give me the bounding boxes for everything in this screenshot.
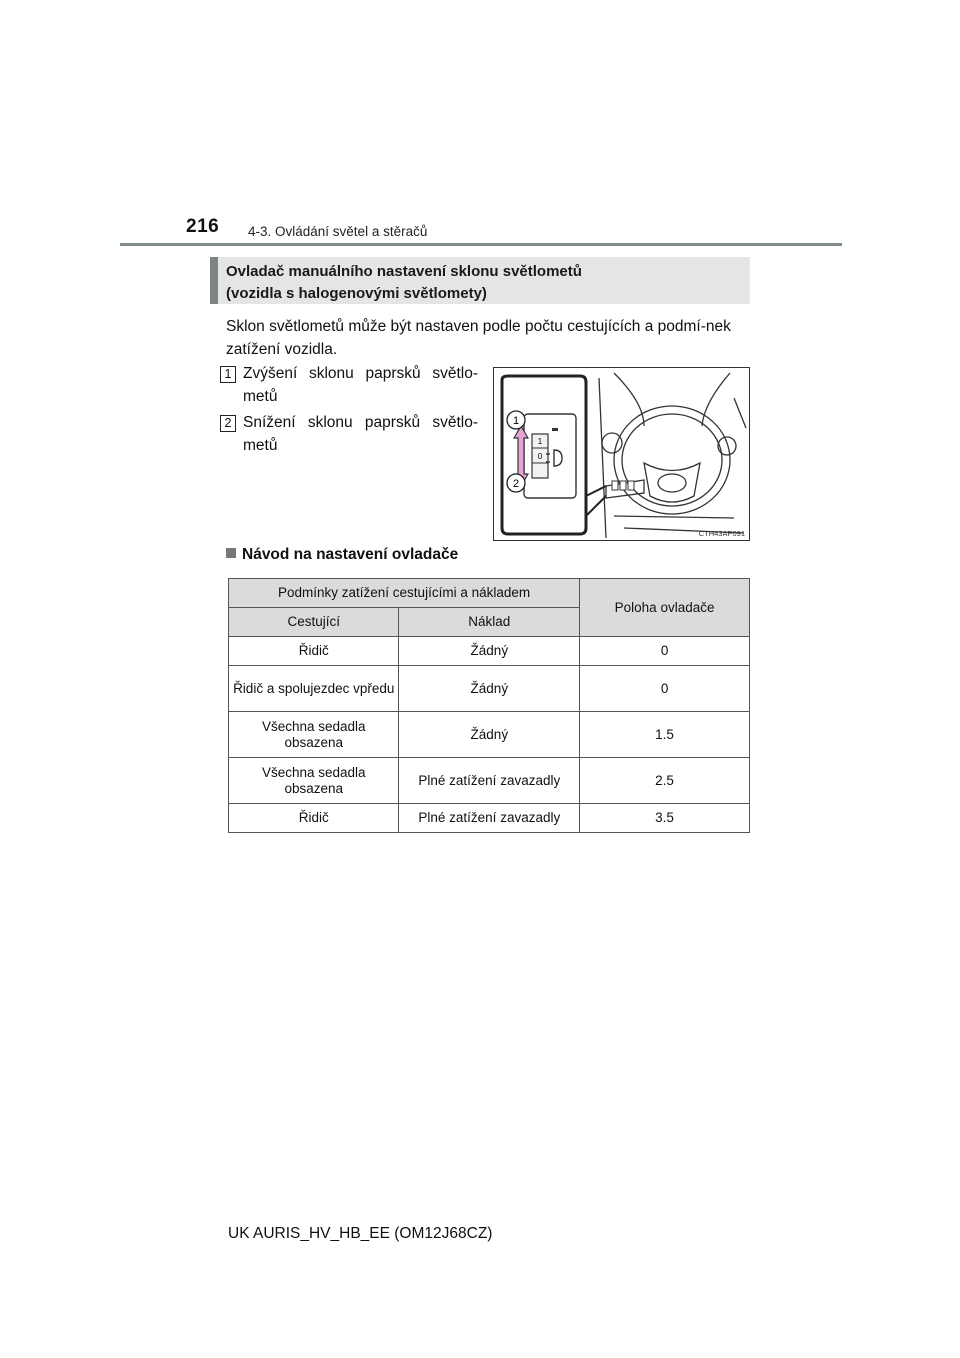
intro-paragraph: Sklon světlometů může být nastaven podle počtu cestujících a podmí-nek zatížení vozidla.	[226, 318, 731, 358]
table-row	[229, 758, 750, 804]
table-header-passengers: Cestující	[229, 608, 399, 637]
cell-passengers: Všechna sedadla obsazena	[229, 758, 399, 804]
steering-wheel-drawing	[599, 373, 746, 538]
square-bullet-icon	[226, 548, 236, 558]
cell-position: 0	[580, 666, 750, 712]
cell-position: 1.5	[580, 712, 750, 758]
table-row	[229, 712, 750, 758]
cell-cargo: Žádný	[399, 637, 580, 666]
page-number: 216	[186, 216, 220, 237]
section-title-line2: (vozidla s halogenovými světlomety)	[226, 285, 487, 302]
figure-code: CTH43AP091	[698, 529, 745, 538]
cell-position: 2.5	[580, 758, 750, 804]
cell-passengers: Řidič	[229, 637, 399, 666]
section-title-line1: Ovladač manuálního nastavení sklonu světlometů	[226, 263, 582, 280]
cell-cargo: Žádný	[399, 666, 580, 712]
item-text-1: Zvýšení sklonu paprsků světlo-metů	[243, 365, 478, 405]
table-header-cargo: Náklad	[399, 608, 580, 637]
item-number-badge-1: 1	[220, 366, 236, 383]
table-row	[229, 666, 750, 712]
cell-passengers: Řidič	[229, 804, 399, 833]
table-row	[229, 637, 750, 666]
dial-label-top: 1	[537, 437, 543, 446]
cell-passengers: Řidič a spolujezdec vpředu	[229, 666, 399, 712]
header-rule	[120, 243, 842, 246]
cell-cargo: Plné zatížení zavazadly	[399, 804, 580, 833]
item-number-badge-2: 2	[220, 415, 236, 432]
cell-passengers: Všechna sedadla obsazena	[229, 712, 399, 758]
callout-label-2: 2	[512, 478, 520, 490]
cell-position: 0	[580, 637, 750, 666]
dashboard-illustration	[494, 368, 749, 540]
guide-heading	[226, 546, 458, 564]
dash-switches	[612, 481, 634, 490]
callout-label-1: 1	[512, 415, 520, 427]
load-conditions-table	[228, 578, 750, 833]
table-header-conditions: Podmínky zatížení cestujícími a nákladem	[229, 579, 580, 608]
cell-cargo: Žádný	[399, 712, 580, 758]
guide-heading-text: Návod na nastavení ovladače	[242, 546, 459, 563]
dial-label-bottom: 0	[537, 452, 543, 461]
cell-position: 3.5	[580, 804, 750, 833]
footer-document-code: UK AURIS_HV_HB_EE (OM12J68CZ)	[228, 1225, 493, 1242]
item-text-2: Snížení sklonu paprsků světlo-metů	[243, 414, 478, 454]
cell-cargo: Plné zatížení zavazadly	[399, 758, 580, 804]
header-section-title: 4-3. Ovládání světel a stěračů	[248, 224, 428, 239]
callout-pointer	[586, 486, 606, 496]
table-header-position: Poloha ovladače	[580, 579, 750, 637]
section-title-box	[210, 257, 750, 304]
table-row	[229, 804, 750, 833]
headlight-dial-figure	[493, 367, 750, 541]
